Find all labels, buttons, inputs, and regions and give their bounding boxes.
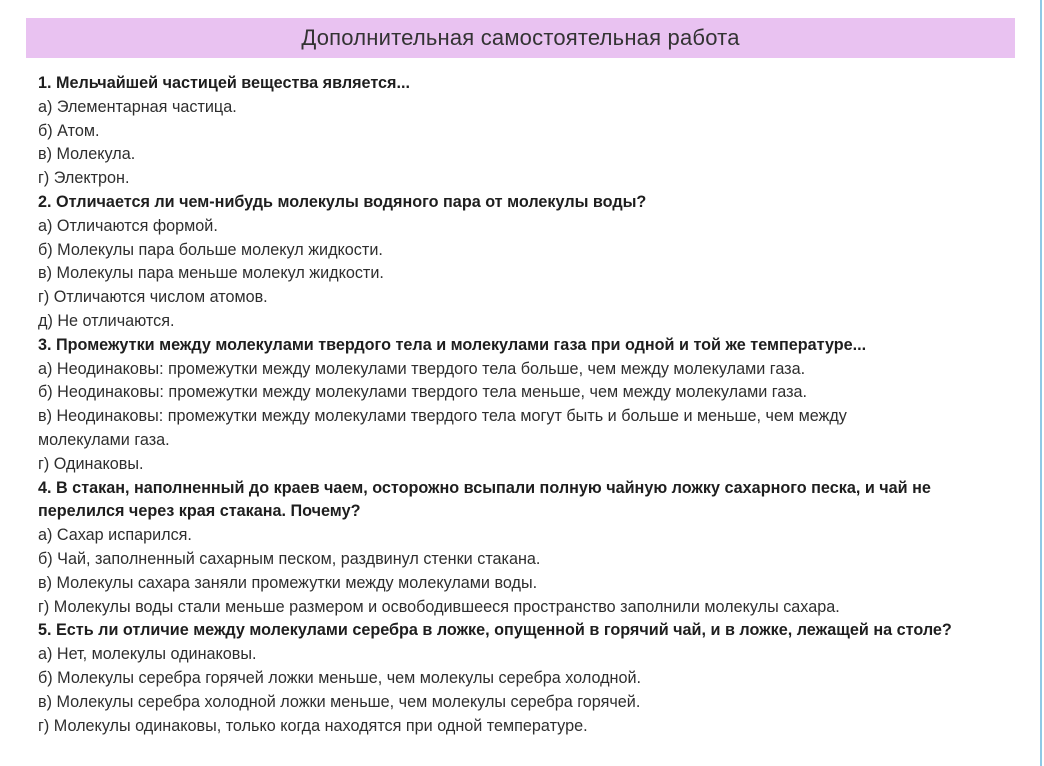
- answer-option: г) Одинаковы.: [38, 454, 144, 473]
- answer-option: а) Нет, молекулы одинаковы.: [38, 645, 257, 664]
- answer-option: г) Отличаются числом атомов.: [38, 288, 268, 307]
- answer-option: г) Молекулы одинаковы, только когда находятся при одной температуре.: [38, 716, 588, 735]
- answer-option: г) Молекулы воды стали меньше размером и освободившееся пространство заполнили молекулы сахара.: [38, 597, 840, 616]
- question-4: [38, 477, 1028, 620]
- answer-option: в) Молекулы серебра холодной ложки меньше, чем молекулы серебра горячей.: [38, 692, 641, 711]
- page-title: Дополнительная самостоятельная работа: [301, 25, 740, 50]
- answer-option: в) Неодинаковы: промежутки между молекулами твердого тела могут быть и больше и меньше, чем между: [38, 407, 847, 426]
- answer-option: а) Сахар испарился.: [38, 526, 192, 545]
- question-3: [38, 334, 1028, 477]
- answer-option: а) Отличаются формой.: [38, 216, 218, 235]
- question-text: 5. Есть ли отличие между молекулами серебра в ложке, опущенной в горячий чай, и в ложке, лежащей на столе?: [38, 621, 952, 640]
- answer-option: б) Атом.: [38, 121, 100, 140]
- question-text: 2. Отличается ли чем-нибудь молекулы водяного пара от молекулы воды?: [38, 192, 647, 211]
- answer-option: а) Неодинаковы: промежутки между молекулами твердого тела больше, чем между молекулами газа.: [38, 359, 806, 378]
- right-border-line: [1040, 0, 1042, 766]
- question-text: 3. Промежутки между молекулами твердого тела и молекулами газа при одной и той же температуре...: [38, 335, 867, 354]
- question-text-continuation: перелился через края стакана. Почему?: [38, 502, 361, 521]
- answer-option: б) Молекулы серебра горячей ложки меньше, чем молекулы серебра холодной.: [38, 668, 642, 687]
- question-1: [38, 72, 1028, 191]
- answer-option: д) Не отличаются.: [38, 311, 175, 330]
- quiz-content: [38, 72, 1028, 738]
- answer-option: в) Молекула.: [38, 145, 136, 164]
- question-text: 4. В стакан, наполненный до краев чаем, осторожно всыпали полную чайную ложку сахарного песка, и чай не: [38, 478, 931, 497]
- answer-option: б) Молекулы пара больше молекул жидкости.: [38, 240, 383, 259]
- question-text: 1. Мельчайшей частицей вещества является...: [38, 74, 410, 92]
- question-2: [38, 191, 1028, 334]
- title-banner: [26, 18, 1015, 58]
- answer-option: б) Чай, заполненный сахарным песком, раздвинул стенки стакана.: [38, 549, 541, 568]
- answer-option: б) Неодинаковы: промежутки между молекулами твердого тела меньше, чем между молекулами газа.: [38, 383, 808, 402]
- answer-option-continuation: молекулами газа.: [38, 430, 170, 449]
- answer-option: в) Молекулы пара меньше молекул жидкости.: [38, 264, 384, 283]
- answer-option: в) Молекулы сахара заняли промежутки между молекулами воды.: [38, 573, 538, 592]
- question-5: [38, 619, 1028, 738]
- answer-option: а) Элементарная частица.: [38, 97, 237, 116]
- answer-option: г) Электрон.: [38, 169, 130, 188]
